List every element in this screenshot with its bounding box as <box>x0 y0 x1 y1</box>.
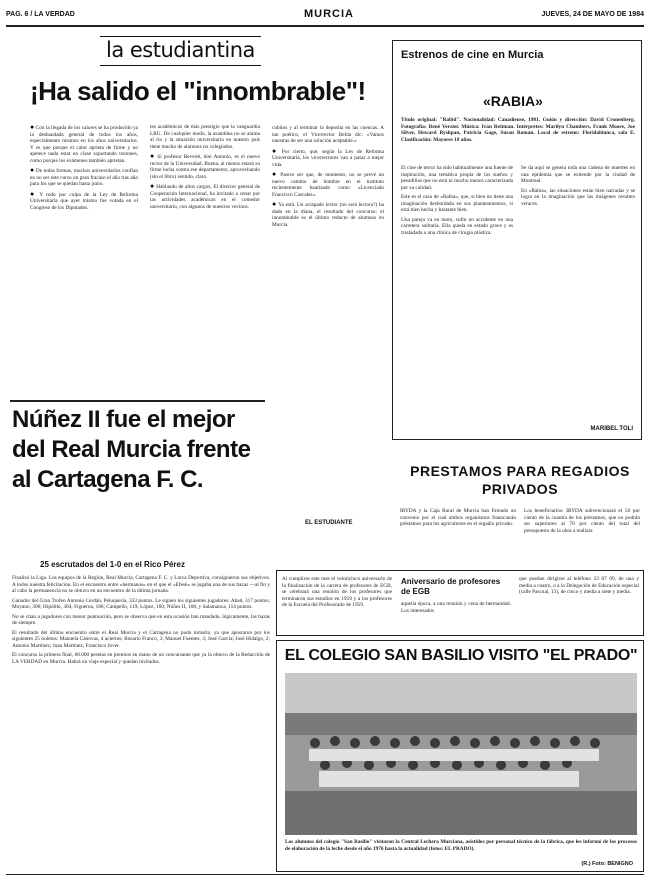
col2-para: Hablando de altos cargos, El director general de Cooperación Internacional, ha invitado a cenar por las actividades académicas en el comedor universitario, con algunos de nuestros vecinos. <box>150 184 260 210</box>
egb-title: Aniversario de profesores de EGB <box>401 577 501 596</box>
col3-para: Por cierto, que, según la Ley de Reforma Universitaria, los vicerrectores van a pasar a mejor vida. <box>272 148 384 168</box>
masthead <box>6 8 644 24</box>
school-photo-image <box>285 673 637 835</box>
col3-para: cubitos y al terminar la deposita en las cuencas. A tan poético, el Vicerrector Belda dic: «Vamos nuestras de ser una solución aceptable.» <box>272 125 384 144</box>
col2-para: tes académicos de más prestigio que la vanguardia LRU. De cualquier modo, la asamblea no se anima al río y la situación universitaria en nuestro país tiene mucho de alumnos no colegiados. <box>150 124 260 150</box>
page-label: PAG. 6 / LA VERDAD <box>6 11 75 18</box>
egb-right: que puedan dirigirse al teléfono 23 07 09, de una y media a cuatro, o a la Delegación de Educación especial (calle Pascual, 13), de cinco y media a siete y media. <box>519 576 639 595</box>
col1-para: De todas formas, muchos universitarios confían en no ser este curso un gran fracaso el año tras año para los que se quedan hasta junio. <box>30 168 138 187</box>
estudiantina-kicker: la estudiantina <box>100 36 261 66</box>
football-top-rule <box>10 400 265 402</box>
egb-left: Al cumplirse este mes el veinticinco aniversario de la finalización de la carrera de profesores de EGB, se celebrará una reunión de los profesores que terminaron sus estudios en 1959 y a los profesores de la Escuela del Profesorado de 1959. <box>282 576 392 608</box>
issue-date: JUEVES, 24 DE MAYO DE 1984 <box>541 11 644 18</box>
egb-box <box>276 570 644 636</box>
cinema-para: Se da aquí se genera toda una cadena de muertes en una epidemia que se extiende por la ciudad de Montreal. <box>521 165 635 184</box>
bullet-icon: ● <box>150 152 156 160</box>
cinema-header: Estrenos de cine en Murcia <box>401 49 544 61</box>
cinema-signature: MARIBEL TOLI <box>590 426 633 432</box>
estudiantina-headline: ¡Ha salido el "innombrable"! <box>30 76 366 106</box>
col3-para: Parece ser que, de momento, no se prevé un nuevo cambio de hombre en el instituto recientemente bautizado como «Licenciado Francisco Cascales». <box>272 172 384 198</box>
cinema-para: El cine de terror ha sido habitualmente una fuente de inspiración, una temática propia de los sueños y pesadillas que no está ni mucho menos caracterizada por su calidad. <box>401 165 513 191</box>
school-headline: EL COLEGIO SAN BASILIO VISITO "EL PRADO" <box>284 647 638 664</box>
loans-col-2: Los beneficiarios: IRYDA subvencionará el 50 por ciento de la cuantía de los préstamos, que no podrán ser superiores al 70 por ciento del total del presupuesto de la obra a realizar. <box>524 508 640 534</box>
bullet-icon: ● <box>272 170 278 178</box>
cinema-para: Este es el caso de «Rabia», que, si bien no tiene una imaginación desbordada en sus planteamientos, sí está bien hecha y bastante bien. <box>401 194 513 213</box>
col1-para: Y todo por culpa de la Ley de Reforma Universitaria que ayer mismo fue votada en el Congreso de los Diputados. <box>30 191 138 211</box>
bullet-icon: ● <box>30 189 37 198</box>
cinema-film-title: «RABIA» <box>483 93 543 109</box>
football-headline: Núñez II fue el mejor del Real Murcia frente al Cartagena F. C. <box>12 406 251 493</box>
bullet-icon: ● <box>30 166 35 174</box>
football-body <box>12 575 270 865</box>
football-subhead: 25 escrutados del 1-0 en el Rico Pérez <box>40 560 185 569</box>
bullet-icon: ● <box>272 146 279 155</box>
bottom-rule <box>6 874 644 875</box>
estudiantina-col-1 <box>30 124 138 354</box>
cinema-para: Una pareja va en moto, sufre un accidente en una carretera solitaria. Ella queda en estado grave y es trasladada a una clínica de cirugía plástica. <box>401 216 513 236</box>
football-para: No se citan a jugadores con menor puntuación, pero se observa que en esta ocasión han mandado, lógicamente, las bazas de siempre. <box>12 613 270 626</box>
cinema-box <box>392 40 642 440</box>
section-title: MURCIA <box>304 8 354 20</box>
school-photo <box>285 673 637 835</box>
col3-para: Ya está. Un avispado lector (no será lectora?) ha dado en la diana, el resultado del concurso: el innombrable es el último reducto de alumnos en Murcia. <box>272 202 384 228</box>
football-para: El resultado del último encuentro entre el Real Murcia y el Cartagena no pudo tomarlo, ya que apostaron por los siguientes 25 boletos: Manuela Cánovas, 4 aciertos; Rosario Franco, 3; Manuel Fuentes, 3; José García; José Hidalgo, 2; Antonio Martínez; Juan Martínez; Francisco Jover. <box>12 629 270 649</box>
col2-para: Si profesor Reverté, don Antonio, es el nuevo rector de la Universidad. Buena, al menos estará su firme lucha contra ese departamento, aprovechando (sin el libro) sentido, claro. <box>150 154 260 180</box>
masthead-rule <box>6 25 644 27</box>
estudiantina-signature: EL ESTUDIANTE <box>305 520 353 526</box>
school-photo-credit: (R.) Foto: BENIGNO <box>581 861 633 867</box>
egb-mid: aquella época, a una reunión y cena de hermandad. Los interesados <box>401 601 511 614</box>
cinema-col-2 <box>521 165 635 417</box>
cinema-para: En «Rabia», las situaciones están bien narradas y se logra en la imaginación que las imágenes resulten veraces. <box>521 187 635 207</box>
football-para: Finalizó la Liga. Los equipos de la Región, Real Murcia, Cartagena F. C. y Lorca Deportiva, consiguieron sus objetivos. A todos nuestra felicitación. En el encuentro entre «hermanos» en el que el «Efesé» se jugaba una de sus bazas —al fin y al cabo la permanencia no se obtuvo en un encuentro de la última jornada. <box>12 575 270 594</box>
estudiantina-col-3 <box>272 125 384 515</box>
bullet-icon: ● <box>30 124 35 131</box>
bullet-icon: ● <box>150 182 155 190</box>
loans-col-1: IRYDA y la Caja Rural de Murcia han firmado un convenio por el cual ambos organismos financiarán préstamos para los agricultores en el regadío privado. <box>400 508 516 527</box>
football-para: El concurso la primera final, 60.000 pesetas en premios en mano de un concursante que ya la obtuvo de la Redacción de LA VERDAD en Murcia. Habrá un viaje especial y quedan invitados. <box>12 652 270 665</box>
bullet-icon: ● <box>272 200 277 208</box>
school-caption: Los alumnos del colegio "San Basilio" visitaron la Central Lechera Murciana, asistidos por personal técnico de la fábrica, que les informó de los procesos de elaboración de la leche desde el año 1976 hasta la actualidad (fotos: EL PRADO). <box>285 839 637 852</box>
cinema-credits: Título original: "Rabid". Nacionalidad: Canadiense, 1981. Guión y dirección: David Cronenberg. Fotografía: René Verzier. Música: Ivan Reitman. Intérpretes: Marilyn Chambers, Frank Moore, Joe Silver, Howard Ryshpan, Patricia Gage, Susan Roman. Local de estreno: Floridablanca, sala E. Clasificación: Mayores 18 años. <box>401 117 635 143</box>
school-box <box>276 640 644 872</box>
cinema-col-1 <box>401 165 513 417</box>
col1-para: Con la llegada de los calores se ha producido ya la desbandada general de todos los años, especialmente mismos en los años universitarios. Y es que porque el calor aprieta de firme y no apetece nada estar en clase soportando tostones, como porque los exámenes también aprietan. <box>30 125 138 164</box>
loans-headline: PRESTAMOS PARA REGADIOS PRIVADOS <box>410 463 630 497</box>
estudiantina-col-2 <box>150 124 260 354</box>
football-para: Ganador del Gran Trofeo Antonio Cerdán, Peluquería, 333 puntos. Le siguen los siguientes jugadores: Abad, 317 puntos; Moyano, 306; Hipólito, 304; Figueroa, 186; Campello, 119; López, 160; Núñez II, 108, y Salamanca, 114 puntos. <box>12 597 270 610</box>
